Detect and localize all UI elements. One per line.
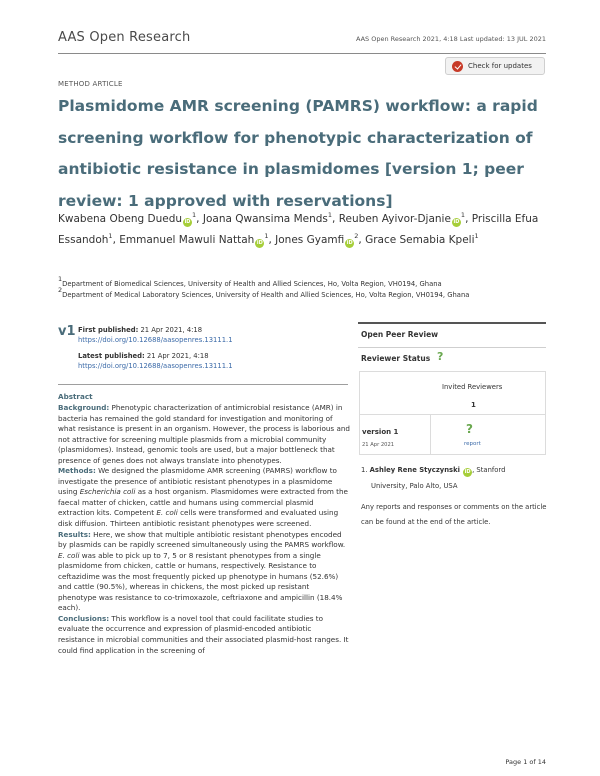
- author-affiliation-marker: 1: [264, 232, 269, 240]
- check-icon: [452, 61, 463, 72]
- abstract-divider: [58, 384, 348, 385]
- author-affiliation-marker: 1: [327, 211, 333, 219]
- reviewer-affiliation: University, Palo Alto, USA: [371, 481, 458, 490]
- author-name[interactable]: Joana Qwansima Mends: [202, 213, 328, 225]
- open-peer-review-heading: Open Peer Review: [361, 330, 439, 339]
- reviewer-list: [361, 462, 547, 492]
- affiliation-2: $^2$Department of Medical Laboratory Sciences, University of Health and Allied Sciences, Ho, Volta Region, VH0194, Ghana: [58, 286, 470, 299]
- author-name[interactable]: Priscilla Efua Essandoh: [58, 213, 539, 246]
- peer-review-top-rule: [358, 322, 546, 324]
- author-name[interactable]: Jones Gyamfi: [275, 234, 345, 246]
- latest-published-label: Latest published:: [78, 352, 145, 360]
- reviewer-item: 1. Ashley Rene Styczynski iD , Stanford University, Palo Alto, USA: [361, 462, 547, 492]
- article-type: METHOD ARTICLE: [58, 80, 123, 88]
- abstract-background: Background: Phenotypic characterization of antimicrobial resistance (AMR) in bacteria has remained the gold standard for investigation and monitoring of what resistance is present in an organism. However, the process is laborious and not attractive for screening multiple plasmids from a microbial community (plasmidomes). Instead, genomic tools are used, but a major bottleneck that presence of genes does not always translate into phenotypes.: [58, 403, 350, 465]
- reviewer-name-link[interactable]: Ashley Rene Styczynski: [369, 466, 460, 474]
- report-link[interactable]: report: [464, 441, 481, 447]
- author: [203, 213, 332, 225]
- page-number: Page 1 of 14: [505, 758, 546, 766]
- author: [275, 234, 358, 246]
- author: [119, 234, 268, 246]
- author-affiliation-marker: 1: [460, 211, 466, 219]
- peer-review-note: Any reports and responses or comments on the article can be found at the end of the article.: [361, 503, 547, 526]
- abstract-methods: Methods: We designed the plasmidome AMR screening (PAMRS) workflow to investigate the presence of antibiotic resistant phenotypes in a plasmidome using Escherichia coli as a host organism. Plasmidomes were extracted from the faecal matter of chicken, cattle and humans using commercial plasmid extraction kits. Competent E. coli cells were transformed and evaluated using disk diffusion. Thirteen antibiotic resistant phenotypes were screened.: [58, 466, 348, 529]
- orcid-icon[interactable]: iD: [453, 219, 460, 225]
- abstract-conclusions: Conclusions: This workflow is a novel tool that could facilitate studies to evaluate the occurrence and expression of plasmid-encoded antibiotic resistance in microbial communities and their associated plasmid-host ranges. It could find application in the screening of: [58, 613, 349, 655]
- report-status-question-icon: ?: [466, 422, 473, 436]
- orcid-icon[interactable]: iD: [184, 219, 191, 225]
- check-for-updates-label: Check for updates: [468, 62, 532, 70]
- author-name[interactable]: Grace Semabia Kpeli: [365, 234, 475, 246]
- abstract-heading: Abstract: [58, 392, 93, 401]
- author-name[interactable]: Kwabena Obeng Duedu: [58, 213, 183, 225]
- affiliations: [58, 275, 548, 301]
- author: [365, 234, 479, 246]
- check-for-updates-button[interactable]: [445, 57, 545, 75]
- first-published-date: 21 Apr 2021, 4:18: [140, 326, 203, 334]
- orcid-icon[interactable]: iD: [256, 240, 263, 246]
- abstract-results: Results: Here, we show that multiple antibiotic resistant phenotypes encoded by plasmids can be rapidly screened simultaneously using the PAMRS workflow. E. coli was able to pick up to 7, 5 or 8 resistant phenotypes from a single plasmidome from chicken, cattle or humans, respectively. Resistance to ceftazidime was the most frequently picked up phenotype in humans (52.6%) and cattle (90.5%), whereas in chickens, the most picked up resistant phenotype was resistance to co-trimoxazole, ceftriaxone and ampicillin (18.4% each).: [58, 529, 346, 613]
- author: [339, 213, 465, 225]
- reviewer-status-label: Reviewer Status: [361, 354, 431, 363]
- invited-reviewers-label: Invited Reviewers: [442, 383, 503, 391]
- author-list: Kwabena Obeng Duedu $iD^1$, Joana Qwansima Mends$^1$, Reuben Ayivor-Djanie $iD^1$, Priscilla Efua Essandoh$^1$, Emmanuel Mawuli Nattah $iD^1$, Jones Gyamfi $iD^2$, Grace Semabia Kpeli$^1$: [58, 211, 539, 246]
- affiliation-1: $^1$Department of Biomedical Sciences, University of Health and Allied Sciences, Ho, Volta Region, VH0194, Ghana: [58, 275, 442, 288]
- author-name[interactable]: Reuben Ayivor-Djanie: [338, 213, 451, 225]
- author-affiliation-marker: 1: [108, 232, 113, 240]
- latest-published-date: 21 Apr 2021, 4:18: [146, 352, 209, 360]
- publication-info: [78, 325, 233, 371]
- author: [58, 213, 196, 225]
- author-affiliation-marker: 1: [474, 232, 479, 240]
- latest-published-doi-link[interactable]: https://doi.org/10.12688/aasopenres.13111.1: [78, 362, 233, 370]
- header-divider: [58, 53, 546, 54]
- reviewer-table-hrule: [359, 414, 546, 415]
- orcid-icon[interactable]: iD: [464, 469, 471, 475]
- article-title: Plasmidome AMR screening (PAMRS) workflow: a rapid screening workflow for phenotypic characterization of antibiotic resistance in plasmidomes [version 1; peer review: 1 approved with reservations]: [58, 97, 538, 210]
- reviewer-table-vrule: [430, 414, 431, 455]
- reviewer-status-question-icon: ?: [437, 350, 444, 363]
- abstract-body: [58, 403, 350, 656]
- reviewer-column-number: 1: [471, 401, 476, 409]
- version-1-date: 21 Apr 2021: [362, 442, 395, 448]
- author-name[interactable]: Emmanuel Mawuli Nattah: [119, 234, 255, 246]
- header-meta: AAS Open Research 2021, 4:18 Last updated: 13 JUL 2021: [355, 35, 546, 43]
- peer-review-divider: [358, 347, 546, 348]
- journal-logo: AAS Open Research: [58, 30, 191, 45]
- first-published-label: First published:: [78, 326, 139, 334]
- first-published-doi-link[interactable]: https://doi.org/10.12688/aasopenres.13111.1: [78, 336, 233, 344]
- version-1-label: version 1: [362, 428, 399, 436]
- orcid-icon[interactable]: iD: [346, 240, 353, 246]
- author-affiliation-marker: 2: [354, 232, 359, 240]
- version-badge: v1: [58, 324, 76, 339]
- author-affiliation-marker: 1: [192, 211, 197, 219]
